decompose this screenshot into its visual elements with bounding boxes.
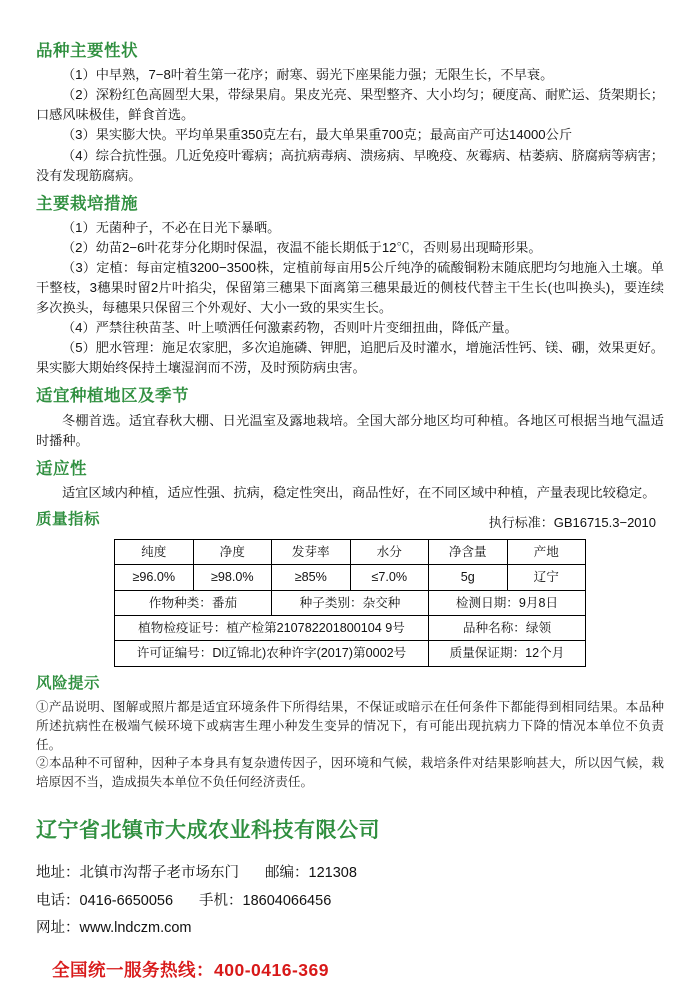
th-moisture: 水分	[350, 540, 429, 565]
risk-paragraph-2: ②本品种不可留种，因种子本身具有复杂遗传因子，因环境和气候，栽培条件对结果影响甚大，所以因气候，栽培原因不当，造成损失本单位不负任何经济责任。	[36, 756, 664, 790]
th-netweight: 净含量	[429, 540, 508, 565]
section-region-heading: 适宜种植地区及季节	[36, 387, 189, 406]
execution-standard: 执行标准：GB16715.3−2010	[488, 515, 656, 531]
table-row-license	[115, 641, 586, 666]
company-footer	[36, 814, 664, 982]
contact-line-website	[36, 915, 664, 943]
traits-line-4: （4）综合抗性强。几近免疫叶霉病；高抗病毒病、溃疡病、早晚疫、灰霉病、枯萎病、脐腐病等病害；没有发现筋腐病。	[36, 147, 664, 183]
td-quarantine-no: 植物检疫证号：植产检第210782201800104 9号	[115, 616, 429, 641]
phone-value: 0416-6650056	[79, 892, 174, 909]
td-crop-type: 作物种类：番茄	[115, 590, 272, 615]
section-quality	[36, 510, 664, 667]
table-row-quarantine	[115, 616, 586, 641]
region-line-1: 冬棚首选。适宜春秋大棚、日光温室及露地栽培。全国大部分地区均可种植。各地区可根据当地气温适时播种。	[36, 412, 664, 448]
service-hotline: 全国统一服务热线：400-0416-369	[52, 959, 329, 980]
adaptability-line-1: 适宜区域内种植，适应性强、抗病，稳定性突出，商品性好，在不同区域中种植，产量表现比较稳定。	[62, 485, 656, 501]
contact-line-address	[36, 860, 664, 888]
address-label: 地址：	[36, 865, 80, 882]
section-adaptability-heading: 适应性	[36, 459, 87, 478]
td-origin: 辽宁	[507, 565, 586, 590]
contact-block	[36, 860, 664, 943]
phone-label: 电话：	[36, 892, 80, 909]
section-region	[36, 385, 664, 450]
section-traits-heading: 品种主要性状	[36, 42, 138, 60]
cultivation-line-4: （4）严禁往秧苗茎、叶上喷洒任何激素药物，否则叶片变细扭曲，降低产量。	[62, 320, 518, 336]
postcode-label: 邮编：	[265, 865, 309, 882]
td-variety-name: 品种名称：绿领	[429, 616, 586, 641]
td-germination: ≥85%	[272, 565, 351, 590]
td-netweight: 5g	[429, 565, 508, 590]
section-cultivation	[36, 193, 664, 379]
contact-line-phone	[36, 888, 664, 916]
traits-line-1: （1）中早熟，7−8叶着生第一花序；耐寒、弱光下座果能力强；无限生长，不早衰。	[62, 67, 554, 83]
section-traits	[36, 40, 664, 186]
section-quality-heading: 质量指标	[36, 511, 101, 529]
th-purity: 纯度	[115, 540, 194, 565]
th-cleanliness: 净度	[193, 540, 272, 565]
traits-line-3: （3）果实膨大快。平均单果重350克左右，最大单果重700克；最高亩产可达14000公斤	[62, 127, 573, 143]
mobile-label: 手机：	[199, 892, 243, 909]
cultivation-line-2: （2）幼苗2−6叶花芽分化期时保温，夜温不能长期低于12℃，否则易出现畸形果。	[62, 239, 542, 255]
td-purity: ≥96.0%	[115, 565, 194, 590]
quality-spec-table	[114, 539, 586, 667]
address-value: 北镇市沟帮子老市场东门	[79, 865, 239, 882]
section-adaptability	[36, 458, 664, 503]
cultivation-line-1: （1）无菌种子，不必在日光下暴晒。	[62, 219, 281, 235]
cultivation-line-3: （3）定植：每亩定植3200−3500株，定植前每亩用5公斤纯净的硫酸铜粉末随底肥均匀地施入土壤。单干整枝，3穗果时留2片叶掐尖，保留第三穗果下面离第三穗果最近的侧枝代替主干生长(也叫换头)，要连续多次换头，每穗果只保留三个外观好、大小一致的果实生长。	[36, 260, 664, 316]
td-test-date: 检测日期：9月8日	[429, 590, 586, 615]
company-name: 辽宁省北镇市大成农业科技有限公司	[36, 819, 380, 843]
th-origin: 产地	[507, 540, 586, 565]
section-risk	[36, 674, 664, 792]
section-cultivation-heading: 主要栽培措施	[36, 194, 138, 213]
section-risk-heading: 风险提示	[36, 674, 101, 692]
postcode-value: 121308	[308, 865, 357, 882]
table-row-header	[115, 540, 586, 565]
td-seed-category: 种子类别：杂交种	[272, 590, 429, 615]
website-value[interactable]: www.lndczm.com	[79, 920, 192, 937]
risk-paragraph-1: ①产品说明、图解或照片都是适宜环境条件下所得结果，不保证或暗示在任何条件下都能得到相同结果。本品种所述抗病性在极端气候环境下或病害生理小种发生变异的情况下，有可能出现抗病力下降的情况本单位不负责任。	[36, 699, 664, 752]
td-license-no: 许可证编号：Dl辽锦北)农种许字(2017)第0002号	[115, 641, 429, 666]
td-warranty-period: 质量保证期：12个月	[429, 641, 586, 666]
td-moisture: ≤7.0%	[350, 565, 429, 590]
website-label: 网址：	[36, 920, 80, 937]
td-cleanliness: ≥98.0%	[193, 565, 272, 590]
traits-line-2: （2）深粉红色高圆型大果，带绿果肩。果皮光亮、果型整齐、大小均匀；硬度高、耐贮运、货架期长；口感风味极佳，鲜食首选。	[36, 87, 664, 123]
th-germination: 发芽率	[272, 540, 351, 565]
table-row-values	[115, 565, 586, 590]
cultivation-line-5: （5）肥水管理：施足农家肥，多次追施磷、钾肥，追肥后及时灌水，增施活性钙、镁、硼，效果更好。果实膨大期始终保持土壤湿润而不涝，及时预防病虫害。	[36, 340, 664, 376]
table-row-crop	[115, 590, 586, 615]
mobile-value: 18604066456	[242, 892, 332, 909]
